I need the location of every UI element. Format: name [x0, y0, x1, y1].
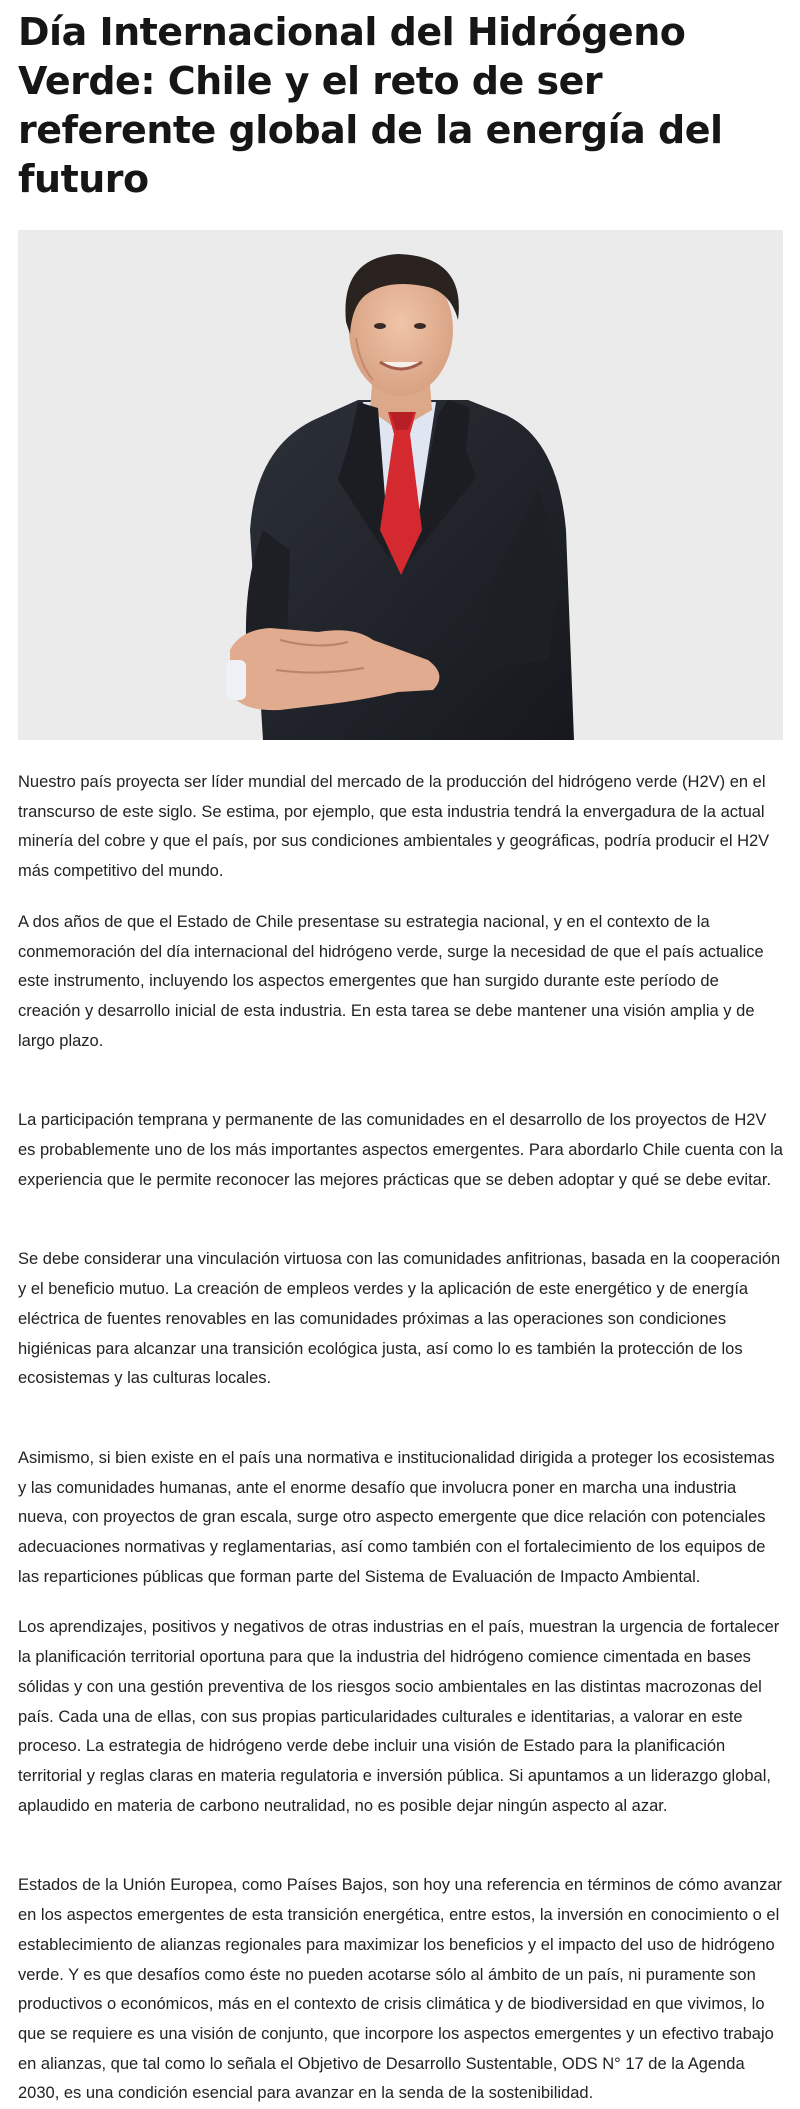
paragraph: La participación temprana y permanente de las comunidades en el desarrollo de los proyectos de H2V es probablemente uno de los más importantes aspectos emergentes. Para abordarlo Chile cuenta con la experiencia que le permite reconocer las mejores prácticas que se deben adoptar y qué se debe evitar.: [18, 1111, 783, 1189]
portrait-illustration: [18, 230, 783, 740]
article-photo: [18, 230, 783, 740]
paragraph: Los aprendizajes, positivos y negativos de otras industrias en el país, muestran la urgencia de fortalecer la planificación territorial oportuna para que la industria del hidrógeno comience cimentada en bases sólidas y con una gestión preventiva de los riesgos socio ambientales en las distintas macrozonas del país. Cada una de ellas, con sus propias particularidades culturales e identitarias, a valorar en este proceso. La estrategia de hidrógeno verde debe incluir una visión de Estado para la planificación territorial y reglas claras en materia regulatoria e inversión pública. Si apuntamos a un liderazgo global, aplaudido en materia de carbono neutralidad, no es posible dejar ningún aspecto al azar.: [18, 1618, 780, 1815]
paragraph: Asimismo, si bien existe en el país una normativa e institucionalidad dirigida a proteger los ecosistemas y las comunidades humanas, ante el enorme desafío que involucra poner en marcha una industria nueva, con proyectos de gran escala, surge otro aspecto emergente que dice relación con potenciales adecuaciones normativas y reglamentarias, así como también con el fortalecimiento de los equipos de las reparticiones públicas que forman parte del Sistema de Evaluación de Impacto Ambiental.: [18, 1448, 775, 1586]
article: [18, 0, 783, 2109]
paragraph: Se debe considerar una vinculación virtuosa con las comunidades anfitrionas, basada en la cooperación y el beneficio mutuo. La creación de empleos verdes y la aplicación de este energético y de energía eléctrica de fuentes renovables en las comunidades próximas a las operaciones son condiciones higiénicas para alcanzar una transición ecológica justa, así como lo es también la protección de los ecosistemas y las culturas locales.: [18, 1250, 781, 1388]
paragraph: Estados de la Unión Europea, como Países Bajos, son hoy una referencia en términos de cómo avanzar en los aspectos emergentes de esta transición energética, entre estos, la inversión en conocimiento o el establecimiento de alianzas regionales para maximizar los beneficios y el impacto del uso de hidrógeno verde. Y es que desafíos como éste no pueden acotarse sólo al ámbito de un país, ni puramente son productivos o económicos, más en el contexto de crisis climática y de biodiversidad en que vivimos, lo que se requiere es una visión de conjunto, que incorpore los aspectos emergentes y un efectivo trabajo en alianzas, que tal como lo señala el Objetivo de Desarrollo Sustentable, ODS N° 17 de la Agenda 2030, es una condición esencial para avanzar en la senda de la sostenibilidad.: [18, 1876, 783, 2103]
paragraph: Nuestro país proyecta ser líder mundial del mercado de la producción del hidrógeno verde (H2V) en el transcurso de este siglo. Se estima, por ejemplo, que esta industria tendrá la envergadura de la actual minería del cobre y que el país, por sus condiciones ambientales y geográficas, podría producir el H2V más competitivo del mundo.: [18, 773, 770, 881]
article-title: Día Internacional del Hidrógeno Verde: Chile y el reto de ser referente global de la energía del futuro: [18, 10, 723, 201]
paragraph: A dos años de que el Estado de Chile presentase su estrategia nacional, y en el contexto de la conmemoración del día internacional del hidrógeno verde, surge la necesidad de que el país actualice este instrumento, incluyendo los aspectos emergentes que han surgido durante este período de creación y desarrollo inicial de esta industria. En esta tarea se debe mantener una visión amplia y de largo plazo.: [18, 912, 764, 1050]
article-body: [18, 768, 783, 2109]
